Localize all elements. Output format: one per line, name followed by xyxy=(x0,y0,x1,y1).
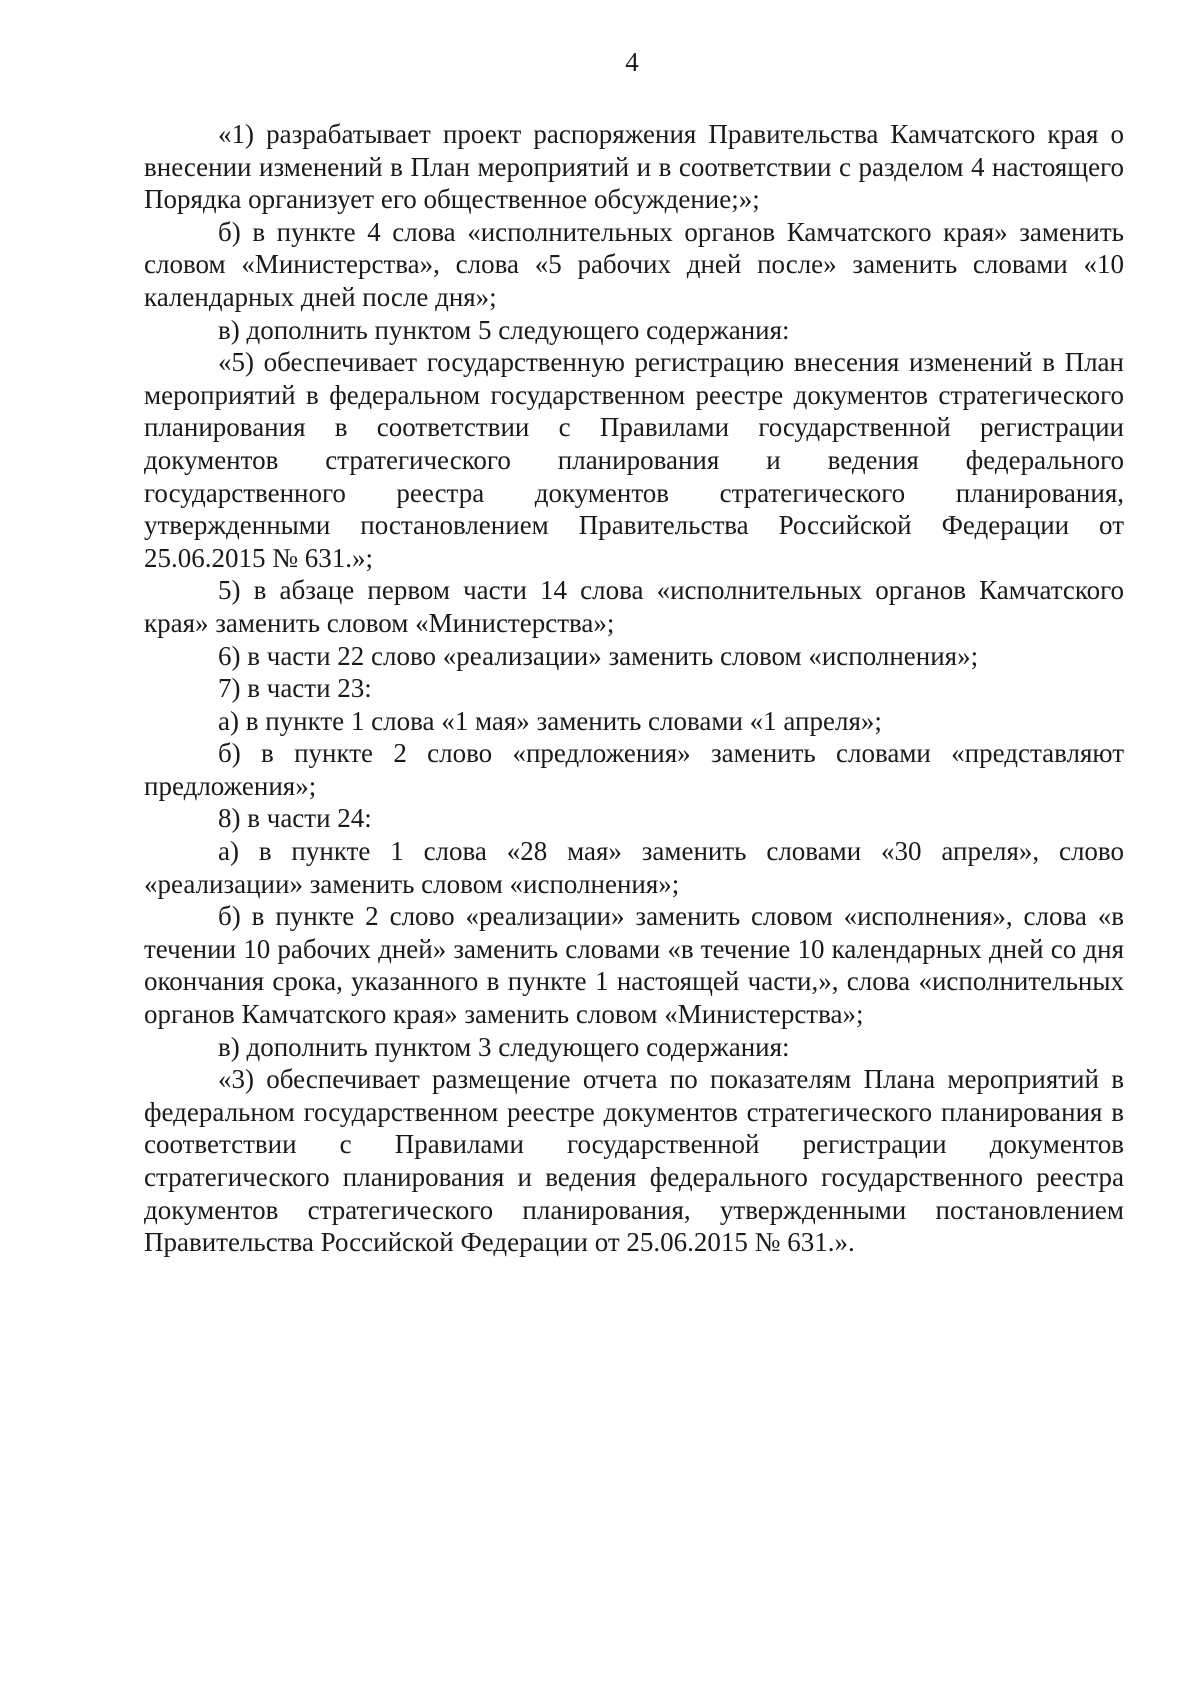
paragraph-4: «5) обеспечивает государственную регистрацию внесения изменений в План мероприятий в федеральном государственном реестре документов стратегического планирования в соответствии с Правилами государственной регистрации документов стратегического планирования и ведения федерального государственного реестра документов стратегического планирования, утвержденными постановлением Правительства Российской Федерации от 25.06.2015 № 631.»; xyxy=(144,347,1124,573)
paragraph-8: а) в пункте 1 слова «1 мая» заменить словами «1 апреля»; xyxy=(218,705,882,736)
paragraph-9: б) в пункте 2 слово «предложения» заменить словами «представляют предложения»; xyxy=(144,738,1124,801)
paragraph-14: «3) обеспечивает размещение отчета по показателям Плана мероприятий в федеральном государственном реестре документов стратегического планирования в соответствии с Правилами государственной регистрации документов стратегического планирования и ведения федерального государственного реестра документов стратегического планирования, утвержденными постановлением Правительства Российской Федерации от 25.06.2015 № 631.». xyxy=(144,1064,1124,1258)
paragraph-12: б) в пункте 2 слово «реализации» заменить словом «исполнения», слова «в течении 10 рабочих дней» заменить словами «в течение 10 календарных дней со дня окончания срока, указанного в пункте 1 настоящей части,», слова «исполнительных органов Камчатского края» заменить словом «Министерства»; xyxy=(144,901,1124,1030)
paragraph-3: в) дополнить пунктом 5 следующего содержания: xyxy=(218,314,790,345)
paragraph-5: 5) в абзаце первом части 14 слова «исполнительных органов Камчатского края» заменить словом «Министерства»; xyxy=(144,575,1124,638)
paragraph-2: б) в пункте 4 слова «исполнительных органов Камчатского края» заменить словом «Министерства», слова «5 рабочих дней после» заменить словами «10 календарных дней после дня»; xyxy=(144,216,1124,312)
document-body xyxy=(144,118,1124,1259)
page-number: 4 xyxy=(625,47,639,77)
paragraph-7: 7) в части 23: xyxy=(218,673,372,704)
paragraph-10: 8) в части 24: xyxy=(218,803,372,834)
paragraph-6: 6) в части 22 слово «реализации» заменить словом «исполнения»; xyxy=(218,640,979,671)
paragraph-11: а) в пункте 1 слова «28 мая» заменить словами «30 апреля», слово «реализации» заменить словом «исполнения»; xyxy=(144,836,1124,899)
paragraph-13: в) дополнить пунктом 3 следующего содержания: xyxy=(218,1031,790,1062)
paragraph-1: «1) разрабатывает проект распоряжения Правительства Камчатского края о внесении изменений в План мероприятий и в соответствии с разделом 4 настоящего Порядка организует его общественное обсуждение;»; xyxy=(144,119,1124,215)
